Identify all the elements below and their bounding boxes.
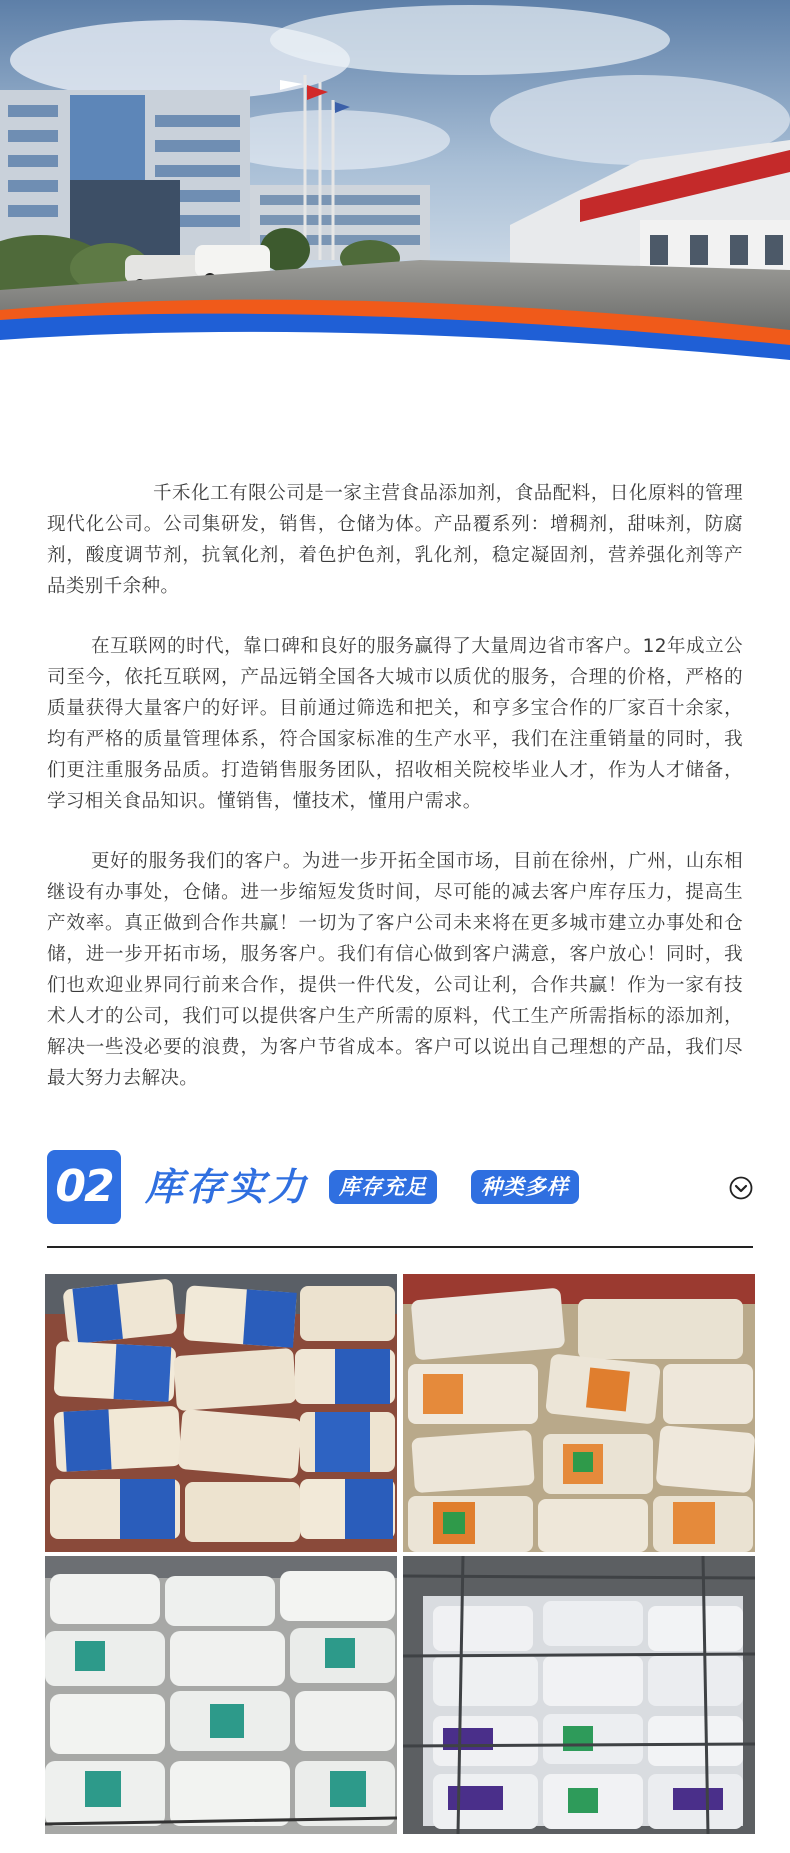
- section-number-badge: 02: [47, 1150, 121, 1224]
- chevron-down-circle-icon[interactable]: [729, 1176, 753, 1200]
- factory-photo: [0, 0, 790, 360]
- section-divider: [47, 1246, 753, 1248]
- section-title: 库存实力: [145, 1165, 310, 1209]
- inventory-photo-grid: [45, 1274, 755, 1834]
- company-intro: [47, 478, 743, 1123]
- inventory-photo: [45, 1556, 397, 1834]
- factory-banner: [0, 0, 790, 360]
- intro-paragraph: 千禾化工有限公司是一家主营食品添加剂，食品配料，日化原料的管理现代化公司。公司集研发，销售，仓储为体。产品覆系列：增稠剂，甜味剂，防腐剂，酸度调节剂，抗氧化剂，着色护色剂，乳化剂，稳定凝固剂，营养强化剂等产品类别千余种。: [47, 483, 743, 597]
- inventory-photo: [403, 1556, 755, 1834]
- section-header-inventory: [47, 1150, 753, 1246]
- intro-paragraph: 更好的服务我们的客户。为进一步开拓全国市场，目前在徐州，广州，山东相继设有办事处，仓储。进一步缩短发货时间，尽可能的减去客户库存压力，提高生产效率。真正做到合作共赢！一切为了客户公司未来将在更多城市建立办事处和仓储，进一步开拓市场，服务客户。我们有信心做到客户满意，客户放心！同时，我们也欢迎业界同行前来合作，提供一件代发，公司让利，合作共赢！作为一家有技术人才的公司，我们可以提供客户生产所需的原料，代工生产所需指标的添加剂，解决一些没必要的浪费，为客户节省成本。客户可以说出自己理想的产品，我们尽最大努力去解决。: [47, 851, 743, 1089]
- section-tag: 库存充足: [329, 1170, 437, 1204]
- inventory-photo: [45, 1274, 397, 1552]
- inventory-photo: [403, 1274, 755, 1552]
- section-tag: 种类多样: [471, 1170, 579, 1204]
- intro-paragraph: 在互联网的时代，靠口碑和良好的服务赢得了大量周边省市客户。12年成立公司至今，依托互联网，产品远销全国各大城市以质优的服务，合理的价格，严格的质量获得大量客户的好评。目前通过筛选和把关，和亨多宝合作的厂家百十余家，均有严格的质量管理体系，符合国家标准的生产水平，我们在注重销量的同时，我们更注重服务品质。打造销售服务团队，招收相关院校毕业人才，作为人才储备，学习相关食品知识。懂销售，懂技术，懂用户需求。: [47, 636, 743, 812]
